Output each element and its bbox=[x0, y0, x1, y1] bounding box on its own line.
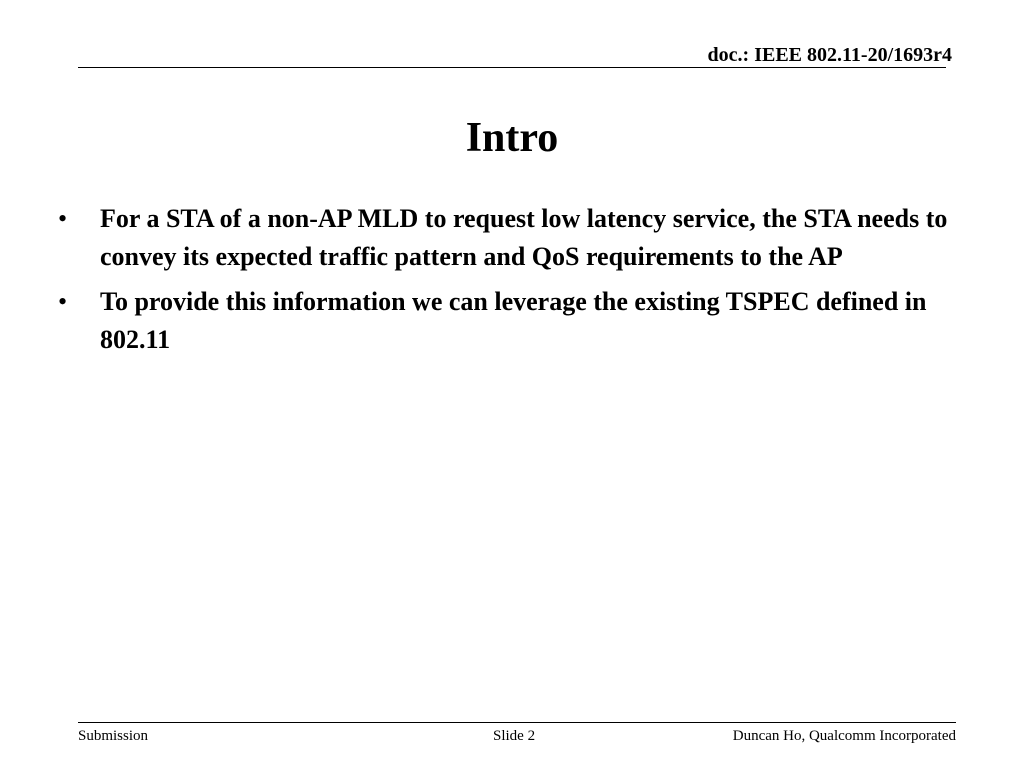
footer-divider bbox=[78, 722, 956, 723]
document-id: doc.: IEEE 802.11-20/1693r4 bbox=[707, 44, 952, 66]
bullet-item bbox=[58, 200, 968, 276]
bullet-symbol: • bbox=[58, 287, 68, 316]
footer-slide-number: Slide 2 bbox=[493, 728, 536, 744]
bullet-symbol: • bbox=[58, 204, 68, 233]
bullet-text: For a STA of a non-AP MLD to request low latency service, the STA needs to convey its expected traffic pattern and QoS requirements to the AP bbox=[100, 204, 948, 271]
footer-submission: Submission bbox=[78, 728, 149, 744]
bullet-text: To provide this information we can leverage the existing TSPEC defined in 802.11 bbox=[100, 287, 927, 354]
slide-title: Intro bbox=[465, 115, 559, 161]
header-divider bbox=[78, 67, 946, 68]
bullet-list bbox=[58, 200, 968, 366]
footer-author: Duncan Ho, Qualcomm Incorporated bbox=[732, 728, 956, 744]
bullet-item bbox=[58, 283, 968, 359]
